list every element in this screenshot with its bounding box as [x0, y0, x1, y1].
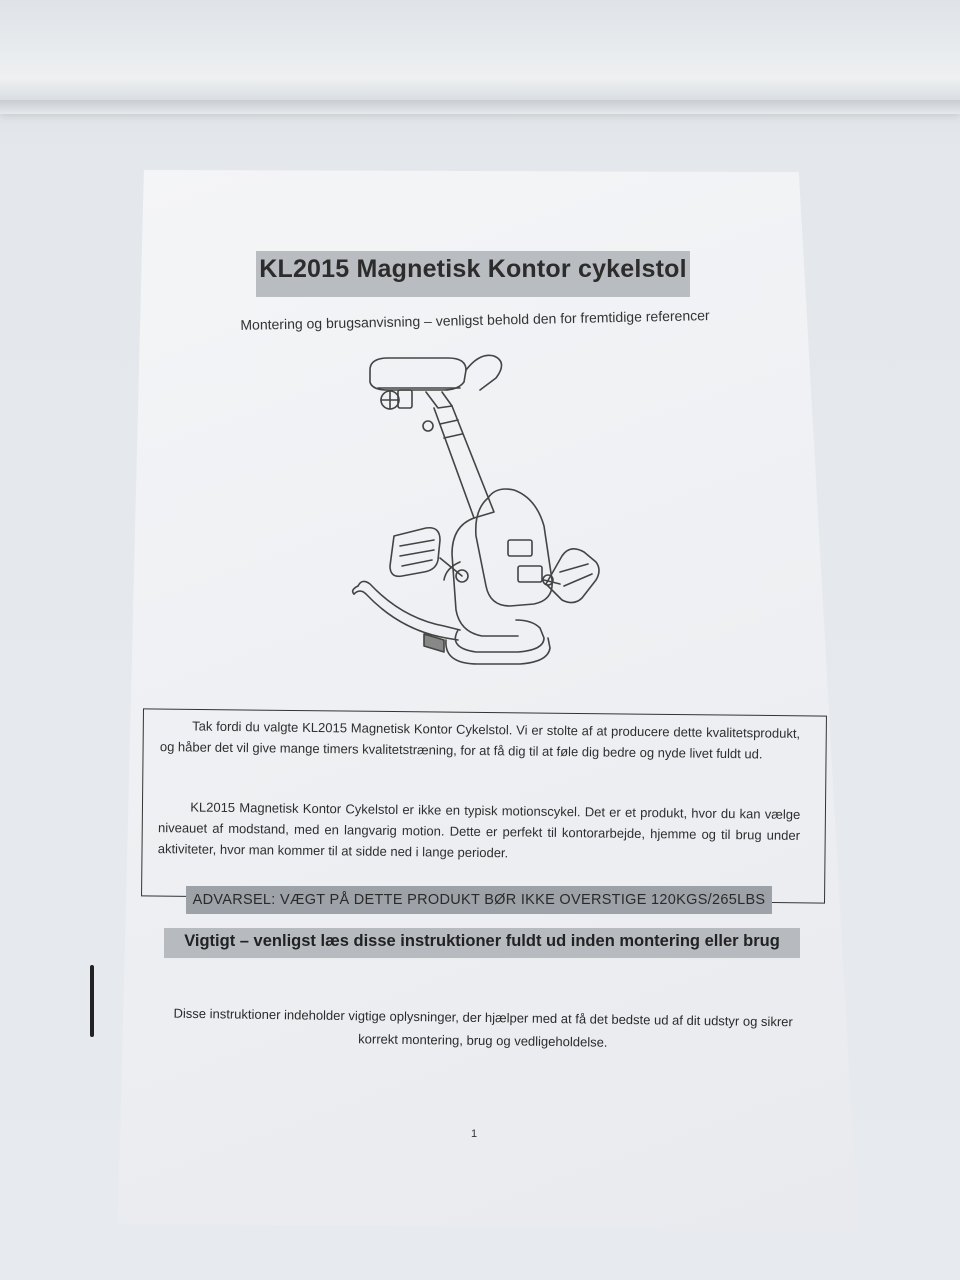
intro-paragraph-2: KL2015 Magnetisk Kontor Cykelstol er ikke en typisk motionscykel. Det er et produkt, hvor du kan vælge niveauet af modstand, med en langvarig motion. Dette er perfekt til kontorarbejde, hjemme og til brug under aktiviteter, hvor man kommer til at sidde ned i lange perioder. [157, 799, 801, 861]
bike-illustration [348, 348, 618, 668]
weight-warning: ADVARSEL: VÆGT PÅ DETTE PRODUKT BØR IKKE OVERSTIGE 120KGS/265LBS [192, 892, 766, 908]
window-sill [0, 0, 960, 112]
document-title: KL2015 Magnetisk Kontor cykelstol [259, 255, 687, 283]
window-sill-edge [0, 100, 960, 114]
instructions-description: Disse instruktioner indeholder vigtige oplysninger, der hjælper med at få det bedste ud af dit udstyr og sikrer korrekt montering, brug og vedligeholdelse. [173, 1005, 793, 1050]
intro-paragraph-1: Tak fordi du valgte KL2015 Magnetisk Kontor Cykelstol. Vi er stolte af at producere dette kvalitetsprodukt, og håber det vil give mange timers kvalitetstræning, for at få dig til at føle dig bedre og nyde livet fuldt ud. [159, 718, 801, 762]
page-number: 1 [470, 1128, 478, 1140]
important-notice: Vigtigt – venligst læs disse instruktioner fuldt ud inden montering eller brug [184, 932, 780, 950]
document-subtitle: Montering og brugsanvisning – venligst behold den for fremtidige referencer [240, 307, 710, 333]
staple-mark [90, 965, 94, 1037]
